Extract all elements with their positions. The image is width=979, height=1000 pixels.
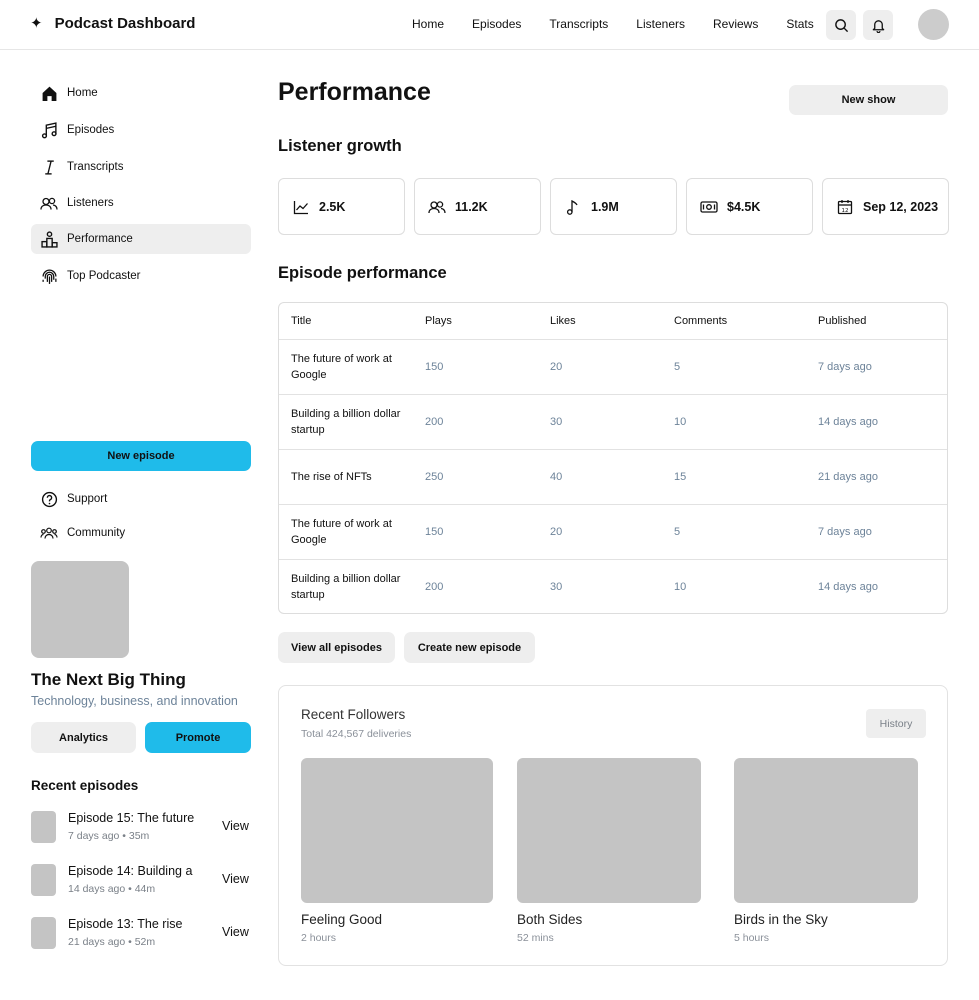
follower-card-sub: 5 hours (734, 932, 770, 944)
column-header: Comments (674, 315, 728, 327)
episode-meta: 14 days ago • 44m (68, 883, 156, 895)
episode-performance-heading: Episode performance (278, 264, 447, 282)
sidebar-item-label: Support (67, 493, 108, 505)
cell-title: The future of work at Google (291, 353, 392, 381)
home-icon (40, 84, 58, 102)
stat-value: 2.5K (319, 199, 346, 214)
notifications-button[interactable] (863, 10, 893, 40)
stat-card (550, 178, 677, 235)
stat-card (686, 178, 813, 235)
user-avatar[interactable] (918, 9, 949, 40)
cash-icon (700, 198, 718, 216)
listener-growth-heading: Listener growth (278, 137, 402, 155)
list-item (31, 917, 251, 957)
nav-episodes[interactable]: Episodes (472, 17, 522, 31)
stat-card (822, 178, 949, 235)
cell-comments: 15 (674, 471, 687, 483)
nav-transcripts[interactable]: Transcripts (549, 17, 609, 31)
sparkle-icon: ✦ (30, 15, 43, 32)
view-episode-link[interactable]: View (222, 819, 249, 833)
show-tagline: Technology, business, and innovation (31, 694, 238, 708)
episode-table (278, 302, 948, 614)
table-row[interactable] (279, 339, 948, 394)
cell-published: 7 days ago (818, 361, 872, 373)
cell-plays: 200 (425, 581, 444, 593)
music-note-icon (40, 121, 58, 139)
sidebar-item-label: Community (67, 527, 126, 539)
app-title: Podcast Dashboard (54, 14, 196, 32)
nav-stats[interactable]: Stats (786, 17, 814, 31)
cell-plays: 250 (425, 471, 444, 483)
cell-published: 21 days ago (818, 471, 878, 483)
top-nav (412, 17, 842, 31)
column-header: Likes (550, 315, 576, 327)
cell-plays: 150 (425, 361, 444, 373)
nav-listeners[interactable]: Listeners (636, 17, 685, 31)
cell-title: The future of work at Google (291, 518, 392, 546)
sidebar-item-label: Top Podcaster (67, 270, 141, 282)
episode-title: Episode 13: The rise (68, 917, 183, 931)
calendar-icon (836, 198, 854, 216)
sidebar-item-episodes[interactable] (31, 115, 251, 145)
follower-card-image[interactable] (301, 758, 493, 903)
followers-title: Recent Followers (301, 707, 406, 722)
trend-up-icon (292, 198, 310, 216)
cell-published: 14 days ago (818, 416, 878, 428)
view-episode-link[interactable]: View (222, 872, 249, 886)
sidebar-item-transcripts[interactable] (31, 152, 251, 182)
follower-card-title: Feeling Good (301, 912, 383, 927)
episode-thumbnail (31, 917, 56, 949)
cell-comments: 5 (674, 361, 681, 373)
follower-card-image[interactable] (734, 758, 918, 903)
stat-value: 1.9M (591, 199, 619, 214)
community-icon (40, 524, 58, 542)
table-row[interactable] (279, 504, 948, 559)
follower-card-title: Both Sides (517, 912, 583, 927)
cell-comments: 10 (674, 416, 687, 428)
episode-thumbnail (31, 811, 56, 843)
table-row[interactable] (279, 394, 948, 449)
sidebar-item-label: Performance (67, 233, 133, 245)
list-item (31, 811, 251, 851)
cell-title: Building a billion dollar startup (291, 408, 401, 436)
stat-value: $4.5K (727, 199, 761, 214)
list-item (31, 864, 251, 904)
top-bar (0, 0, 979, 50)
show-name: The Next Big Thing (31, 670, 186, 689)
podium-icon (40, 230, 58, 248)
follower-card-image[interactable] (517, 758, 701, 903)
view-all-episodes-button[interactable]: View all episodes (278, 632, 395, 663)
sidebar-item-label: Home (67, 87, 98, 99)
fingerprint-icon (40, 267, 58, 285)
cell-comments: 5 (674, 526, 681, 538)
cell-comments: 10 (674, 581, 687, 593)
svg-text:12: 12 (841, 207, 849, 214)
episode-title: Episode 15: The future (68, 811, 195, 825)
follower-card-sub: 2 hours (301, 932, 337, 944)
new-episode-button[interactable]: New episode (31, 441, 251, 471)
help-circle-icon (40, 490, 58, 508)
episode-meta: 7 days ago • 35m (68, 830, 150, 842)
recent-episodes-heading: Recent episodes (31, 778, 139, 793)
cell-title: Building a billion dollar startup (291, 573, 401, 601)
view-episode-link[interactable]: View (222, 925, 249, 939)
stat-value: 11.2K (455, 199, 488, 214)
stat-card (414, 178, 541, 235)
users-icon (428, 198, 446, 216)
nav-home[interactable]: Home (412, 17, 445, 31)
nav-reviews[interactable]: Reviews (713, 17, 759, 31)
history-button[interactable]: History (866, 709, 926, 738)
cell-likes: 20 (550, 526, 563, 538)
column-header: Published (818, 315, 867, 327)
sidebar-item-top-podcaster[interactable] (31, 261, 251, 291)
follower-card-title: Birds in the Sky (734, 912, 828, 927)
column-header: Plays (425, 315, 452, 327)
cell-likes: 30 (550, 581, 563, 593)
sidebar-item-label: Episodes (67, 124, 115, 136)
cell-likes: 20 (550, 361, 563, 373)
analytics-button[interactable]: Analytics (31, 722, 136, 753)
sidebar-item-support[interactable] (31, 484, 251, 514)
show-cover-image (31, 561, 129, 658)
cell-plays: 200 (425, 416, 444, 428)
stat-card (278, 178, 405, 235)
search-button[interactable] (826, 10, 856, 40)
sidebar-item-performance[interactable] (31, 224, 251, 254)
sidebar-item-label: Listeners (67, 197, 114, 209)
recent-followers-panel (278, 685, 948, 966)
promote-button[interactable]: Promote (145, 722, 251, 753)
cell-title: The rise of NFTs (291, 471, 372, 483)
episode-title: Episode 14: Building a (68, 864, 193, 878)
cell-likes: 40 (550, 471, 563, 483)
new-show-button[interactable]: New show (789, 85, 948, 115)
create-new-episode-button[interactable]: Create new episode (404, 632, 535, 663)
cell-likes: 30 (550, 416, 563, 428)
sidebar-item-label: Transcripts (67, 161, 124, 173)
page-title: Performance (278, 78, 431, 106)
sidebar-item-listeners[interactable] (31, 188, 251, 218)
cell-published: 7 days ago (818, 526, 872, 538)
bell-icon (871, 18, 886, 33)
italic-icon (40, 158, 58, 176)
cell-plays: 150 (425, 526, 444, 538)
music-note-icon (564, 198, 582, 216)
table-row[interactable] (279, 449, 948, 504)
follower-card-sub: 52 mins (517, 932, 554, 944)
sidebar-item-community[interactable] (31, 518, 251, 548)
users-icon (40, 194, 58, 212)
sidebar-item-home[interactable] (31, 78, 251, 108)
table-header (279, 303, 948, 339)
table-row[interactable] (279, 559, 948, 614)
cell-published: 14 days ago (818, 581, 878, 593)
stat-value: Sep 12, 2023 (863, 199, 939, 214)
column-header: Title (291, 315, 312, 327)
episode-meta: 21 days ago • 52m (68, 936, 156, 948)
brand[interactable] (30, 14, 195, 32)
followers-subtitle: Total 424,567 deliveries (301, 728, 412, 740)
search-icon (834, 18, 849, 33)
episode-thumbnail (31, 864, 56, 896)
